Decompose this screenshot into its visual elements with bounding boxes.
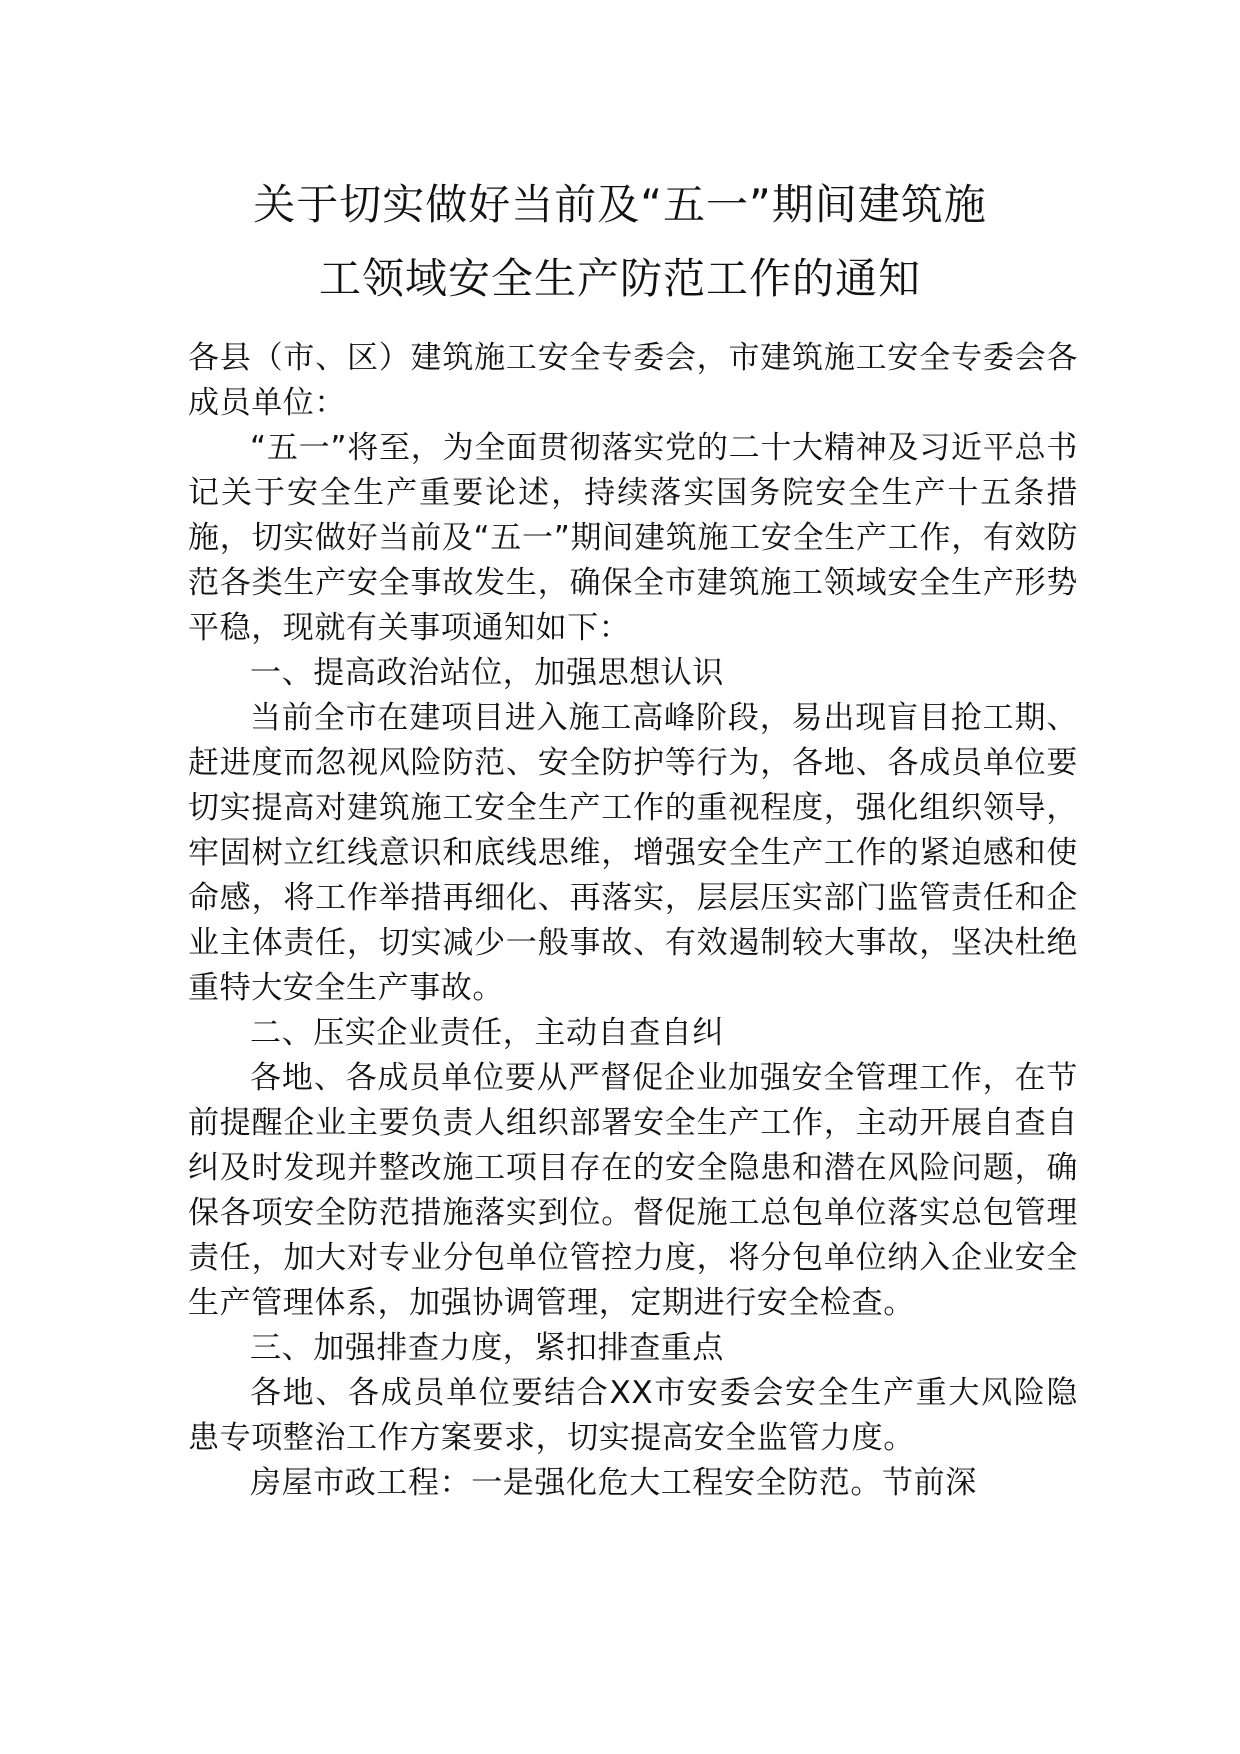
document-body: [188, 336, 1078, 1506]
section-heading-3: 三、加强排查力度，紧扣排查重点: [250, 1330, 724, 1366]
section-heading-1: 一、提高政治站位，加强思想认识: [250, 655, 724, 691]
section-3-paragraph-1: 各地、各成员单位要结合XX市安委会安全生产重大风险隐患专项整治工作方案要求，切实提高安全监管力度。: [188, 1375, 1078, 1456]
section-1-paragraph-1: 当前全市在建项目进入施工高峰阶段，易出现盲目抢工期、赶进度而忽视风险防范、安全防护等行为，各地、各成员单位要切实提高对建筑施工安全生产工作的重视程度，强化组织领导，牢固树立红线意识和底线思维，增强安全生产工作的紧迫感和使命感，将工作举措再细化、再落实，层层压实部门监管责任和企业主体责任，切实减少一般事故、有效遏制较大事故，坚决杜绝重特大安全生产事故。: [188, 700, 1078, 1006]
document-title: [150, 168, 1090, 316]
title-line-1: 关于切实做好当前及“五一”期间建筑施: [253, 180, 987, 229]
intro-paragraph: “五一”将至，为全面贯彻落实党的二十大精神及习近平总书记关于安全生产重要论述，持续落实国务院安全生产十五条措施，切实做好当前及“五一”期间建筑施工安全生产工作，有效防范各类生产安全事故发生，确保全市建筑施工领域安全生产形势平稳，现就有关事项通知如下：: [188, 430, 1078, 646]
section-3-paragraph-2: 房屋市政工程：一是强化危大工程安全防范。节前深: [250, 1465, 977, 1501]
salutation: 各县（市、区）建筑施工安全专委会，市建筑施工安全专委会各成员单位：: [188, 340, 1078, 421]
section-2-paragraph-1: 各地、各成员单位要从严督促企业加强安全管理工作，在节前提醒企业主要负责人组织部署安全生产工作，主动开展自查自纠及时发现并整改施工项目存在的安全隐患和潜在风险问题，确保各项安全防范措施落实到位。督促施工总包单位落实总包管理责任，加大对专业分包单位管控力度，将分包单位纳入企业安全生产管理体系，加强协调管理，定期进行安全检查。: [188, 1060, 1078, 1321]
section-heading-2: 二、压实企业责任，主动自查自纠: [250, 1015, 724, 1051]
title-line-2: 工领域安全生产防范工作的通知: [318, 254, 921, 303]
